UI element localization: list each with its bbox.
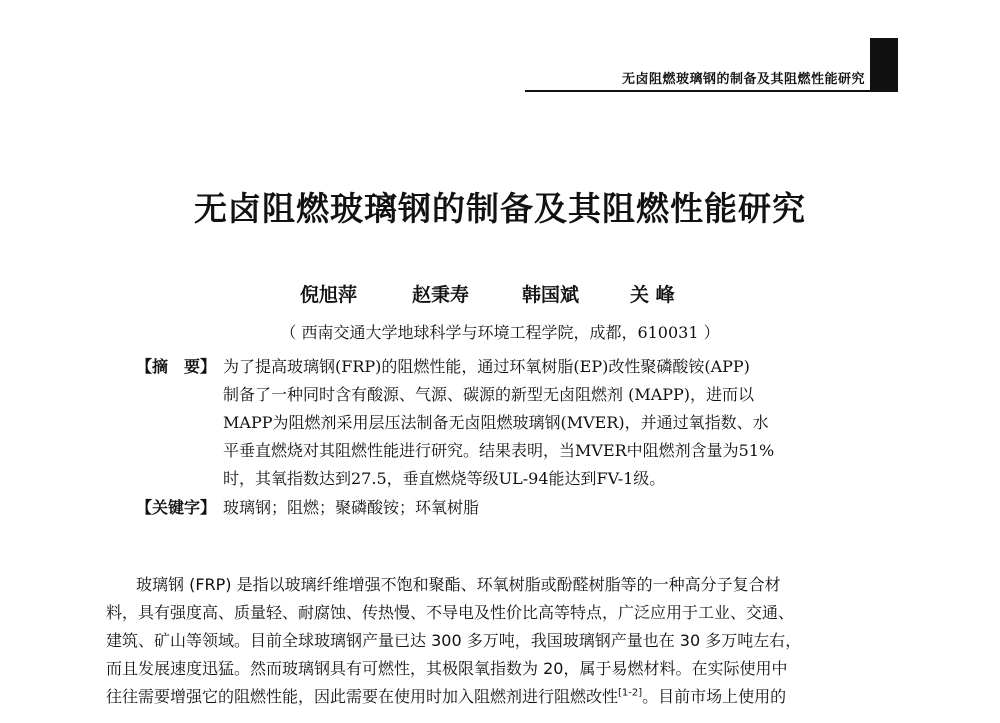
body-line-text: 。目前市场上使用的 <box>642 687 787 706</box>
citation-superscript: [1-2] <box>618 687 643 699</box>
body-line: 而且发展速度迅猛。然而玻璃钢具有可燃性，其极限氧指数为 20，属于易燃材料。在实际使用中 <box>106 659 788 678</box>
body-line: 料，具有强度高、质量轻、耐腐蚀、传热慢、不导电及性价比高等特点，广泛应用于工业、交通、 <box>106 603 795 622</box>
body-line-text: 往往需要增强它的阻燃性能，因此需要在使用时加入阻燃剂进行阻燃改性 <box>106 687 619 706</box>
header-rule <box>525 90 870 92</box>
abstract-line: MAPP为阻燃剂采用层压法制备无卤阻燃玻璃钢(MVER)，并通过氧指数、水 <box>223 413 769 432</box>
author-3: 韩国斌 <box>522 284 580 306</box>
abstract-line: 制备了一种同时含有酸源、气源、碳源的新型无卤阻燃剂 (MAPP)，进而以 <box>223 385 755 404</box>
abstract-label: 【摘 要】 <box>136 357 217 376</box>
abstract-line: 为了提高玻璃钢(FRP)的阻燃性能，通过环氧树脂(EP)改性聚磷酸铵(APP) <box>223 357 750 376</box>
body-line: 建筑、矿山等领域。目前全球玻璃钢产量已达 300 多万吨，我国玻璃钢产量也在 30 多万吨左右， <box>106 631 802 650</box>
author-1: 倪旭萍 <box>300 284 358 306</box>
body-line <box>106 684 786 707</box>
affiliation: （ 西南交通大学地球科学与环境工程学院，成都，610031 ） <box>280 323 720 342</box>
abstract-line: 平垂直燃烧对其阻燃性能进行研究。结果表明，当MVER中阻燃剂含量为51% <box>223 441 775 460</box>
abstract-line: 时，其氧指数达到27.5，垂直燃烧等级UL-94能达到FV-1级。 <box>223 469 666 488</box>
body-line: 玻璃钢 (FRP) 是指以玻璃纤维增强不饱和聚酯、环氧树脂或酚醛树脂等的一种高分子复合材 <box>136 575 781 594</box>
header-black-bar <box>870 38 898 92</box>
paper-title: 无卤阻燃玻璃钢的制备及其阻燃性能研究 <box>194 189 806 228</box>
keywords-text: 玻璃钢；阻燃；聚磷酸铵；环氧树脂 <box>223 498 480 517</box>
keywords-label: 【关键字】 <box>136 498 217 517</box>
author-4: 关 峰 <box>630 284 675 306</box>
running-header: 无卤阻燃玻璃钢的制备及其阻燃性能研究 <box>621 72 865 87</box>
author-2: 赵秉寿 <box>412 284 470 306</box>
